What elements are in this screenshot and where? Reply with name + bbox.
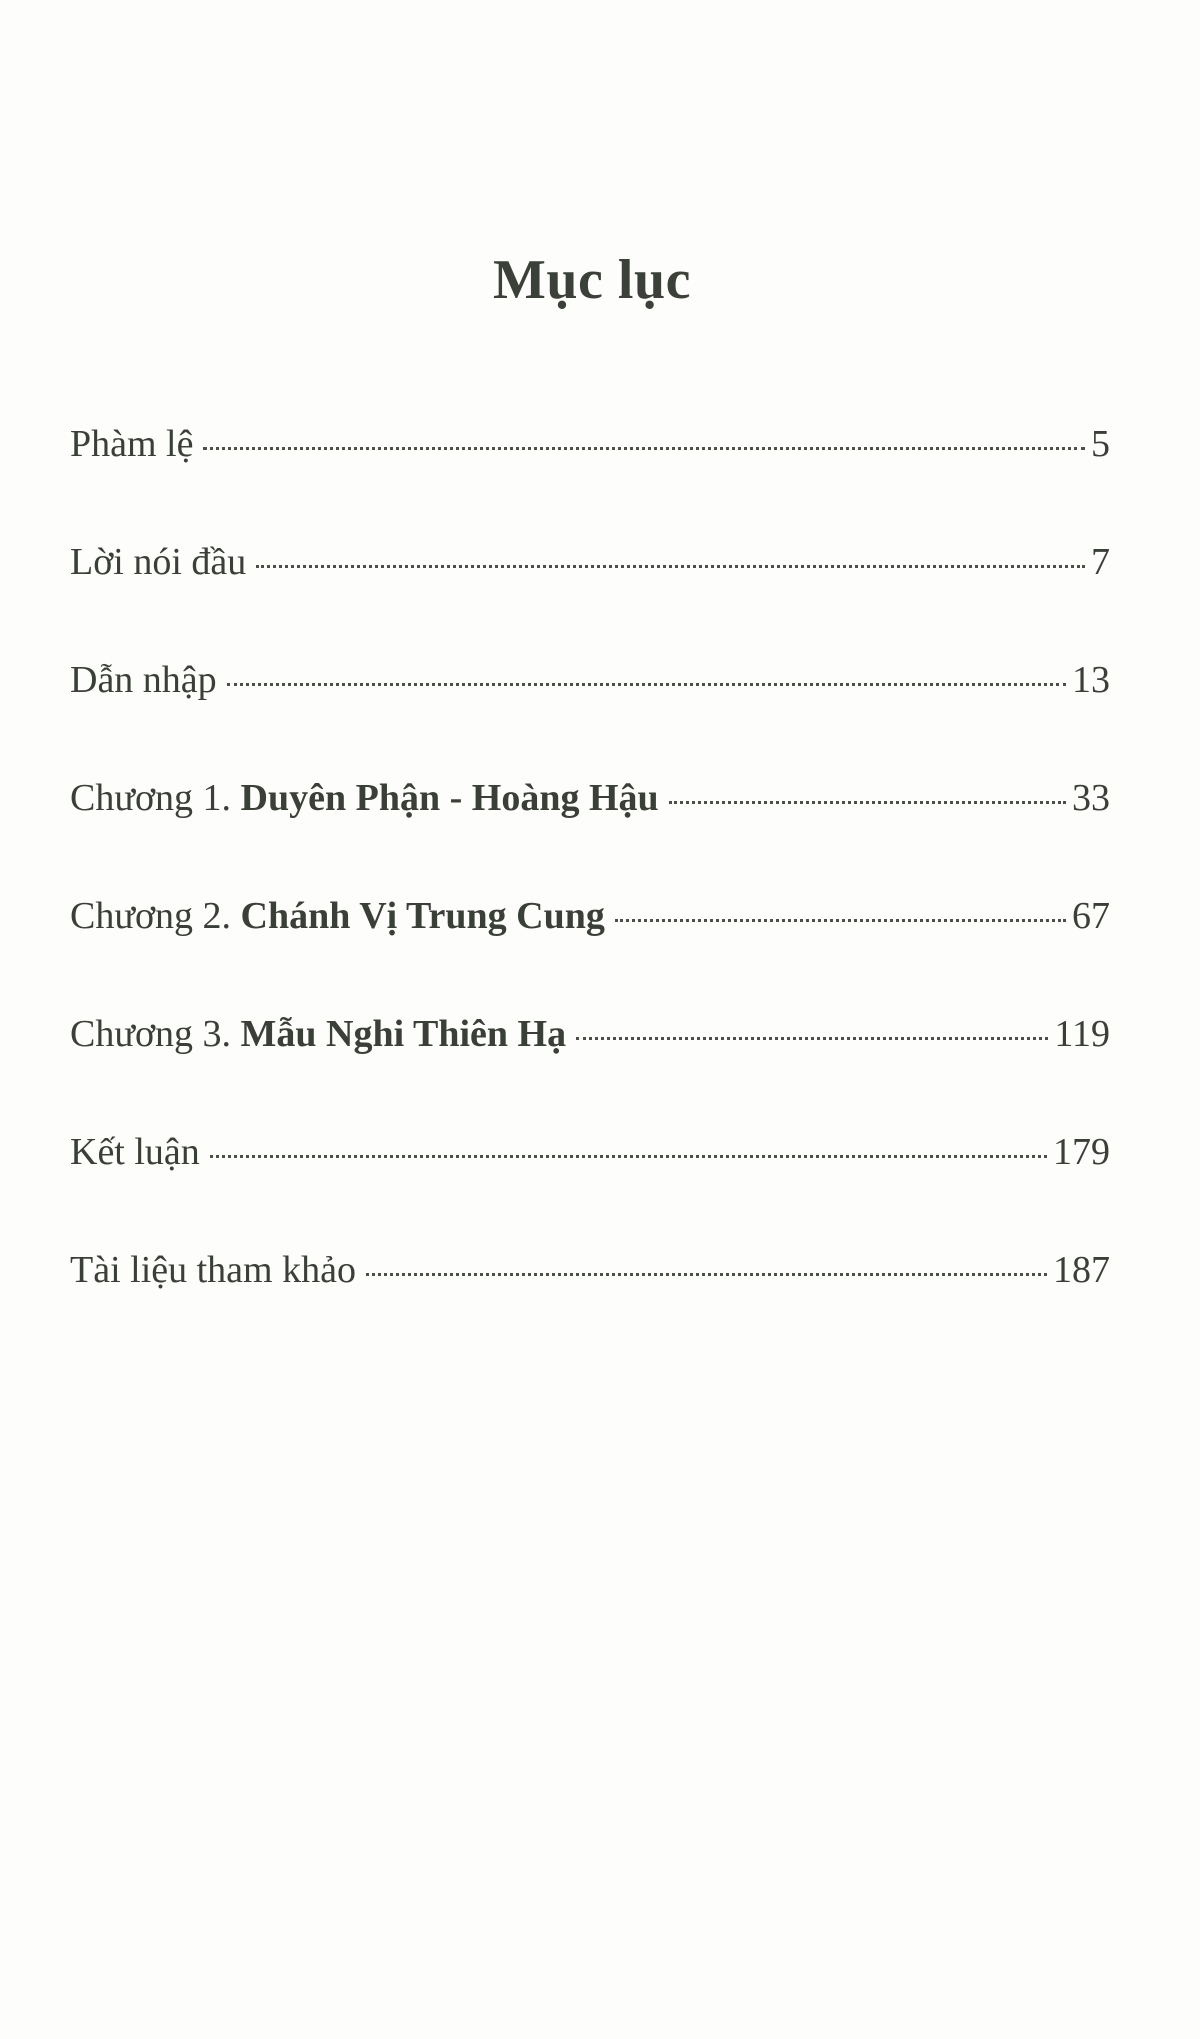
toc-page-number: 33: [1072, 777, 1110, 819]
toc-page-number: 5: [1091, 423, 1110, 465]
dot-leader: [615, 919, 1066, 922]
table-of-contents: [70, 422, 1110, 1366]
toc-entry-ket-luan[interactable]: [70, 1130, 1110, 1248]
toc-entry-label: Tài liệu tham khảo: [70, 1249, 356, 1291]
dot-leader: [256, 565, 1085, 568]
toc-entry-chapter-2[interactable]: [70, 894, 1110, 1012]
toc-entry-pham-le[interactable]: [70, 422, 1110, 540]
dot-leader: [669, 801, 1066, 804]
dot-leader: [227, 683, 1066, 686]
dot-leader: [203, 447, 1085, 450]
toc-entry-bold-title: Mẫu Nghi Thiên Hạ: [240, 1013, 567, 1055]
toc-entry-chapter-3[interactable]: [70, 1012, 1110, 1130]
toc-page-number: 13: [1072, 659, 1110, 701]
toc-entry-bold-title: Chánh Vị Trung Cung: [240, 895, 605, 937]
toc-entry-label: Kết luận: [70, 1131, 200, 1173]
toc-entry-prefix: Chương 3.: [70, 1013, 241, 1055]
toc-page-number: 179: [1053, 1131, 1110, 1173]
toc-entry-label: Dẫn nhập: [70, 659, 217, 701]
toc-entry-loi-noi-dau[interactable]: [70, 540, 1110, 658]
toc-page-number: 187: [1053, 1249, 1110, 1291]
toc-entry-dan-nhap[interactable]: [70, 658, 1110, 776]
toc-page-number: 119: [1054, 1013, 1110, 1055]
toc-entry-tai-lieu-tham-khao[interactable]: [70, 1248, 1110, 1366]
toc-entry-prefix: Chương 1.: [70, 777, 241, 819]
toc-entry-prefix: Chương 2.: [70, 895, 241, 937]
toc-page-number: 7: [1091, 541, 1110, 583]
dot-leader: [366, 1273, 1047, 1276]
toc-entry-label: Phàm lệ: [70, 423, 194, 465]
toc-entry-label: Lời nói đầu: [70, 541, 247, 583]
toc-entry-chapter-1[interactable]: [70, 776, 1110, 894]
page-title: Mục lục: [493, 249, 691, 311]
dot-leader: [210, 1155, 1047, 1158]
dot-leader: [576, 1037, 1048, 1040]
toc-page-number: 67: [1072, 895, 1110, 937]
toc-entry-bold-title: Duyên Phận - Hoàng Hậu: [240, 777, 659, 819]
